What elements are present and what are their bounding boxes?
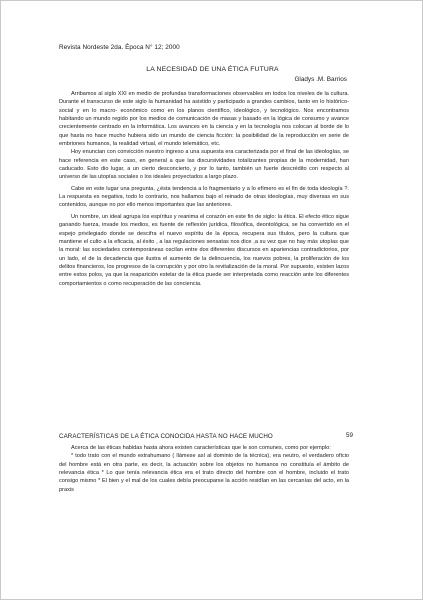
page-number: 59 <box>346 432 353 439</box>
article-title: LA NECESIDAD DE UNA ÉTICA FUTURA <box>146 66 279 73</box>
section-2-heading: CARACTERÍSTICAS DE LA ÉTICA CONOCIDA HASTA NO HACE MUCHO <box>59 433 273 440</box>
paragraph: Hoy enuncian con convicción nuestro ingreso a una supuesta era caracterizada por el final de las ideologías, se hace referencia en este caso, en general a que las discursividades totalizantes propias de la modernidad, han caducado. Esto dio lugar, a un cierto desconcierto, y por lo tanto, también un fuerte descrédito con respecto al universo de las utopías sociales o los ideales proyectados a largo plazo. <box>59 149 349 181</box>
journal-header: Revista Nordeste 2da. Época N° 12; 2000 <box>59 44 180 51</box>
section-2-body <box>59 444 349 494</box>
paragraph: Acerca de las éticas habidas hasta ahora existen características que le son comunes, como por ejemplo: <box>71 445 331 451</box>
article-author: Gladys .M. Barrios <box>294 76 347 83</box>
paragraph: * todo trato con el mundo extrahumano ( llámese así al dominio de la técnica), era neutro, el verdadero oficio del hombre está en otra parte, es decir, la actuación sobre los objetos no humanos no constituía el ámbito de relevancia ética * Lo que tenía relevancia ética era el trato directo del hombre con el hombre, incluido el trato consigo mismo * El bien y el mal de los cuales debía preocuparse la acción residían en las cercanías del acto, en la praxis <box>59 453 349 493</box>
paragraph: Cabe en este lugar una pregunta, ¿ésta tendencia a lo fragmentario y a lo efímero es el fin de toda ideología ?. La respuesta es negativa, todo lo contrario, nos hallamos bajo el reinado de otras ideologías, muy diversas en sus contenidos, aunque no por ello menos importantes que las anteriores. <box>59 185 349 209</box>
section-1-body <box>59 90 349 288</box>
paragraph: Un nombre, un ideal agrupa los espíritus y reanima el corazón en este fin de siglo: la ética. El efecto ético sigue ganando fuerza, invade los medios, es fuente de reflexión jurídica, filosófica, deontológica, se ha convertido en el espejo privilegiado donde se descifra el nuevo espíritu de la época, recupera sus títulos, pero la cultura que mantiene el culto a la eficacia, al éxito , a las regulaciones sensatas nos dice ,a su vez que no hay más utopías que la moral: las sociedades contemporáneas oscilan entre dos diferentes discursos en apariencias contradictorios, por un lado, el de la decadencia que ilustra el aumento de la delincuencia, los nuevos pobres, la proliferación de los delitos financieros, los progresos de la corrupción y por otro la revitalización de la moral. Por supuesto, existen lazos entre estos polos, ya que la reaparición estelar de la ética puede ser interpretada como reacción ante los diferentes comportamientos o como recuperación de las conciencia. <box>59 213 349 287</box>
paragraph: Arribamos al siglo XXI en medio de profundas transformaciones observables en todos los niveles de la cultura. Durante el transcurso de este siglo la humanidad ha asistido y participado a grandes cambios, tanto en lo histórico-social y en lo macro- económico como en los planos científico, ideológico, y tecnológico. Nos encontramos habitando un mundo regido por los medios de comunicación de masas y basado en la lógica de consumo y avance crecientemente centrado en la informática. Los avances en la ciencia y en la tecnología nos colocan al borde de lo que hasta no hace mucho hubiera sido un mundo de ciencia ficción: la posibilidad de la reproducción en serie de embriones humanos, la realidad virtual, el mundo telemático, etc. <box>59 91 349 148</box>
